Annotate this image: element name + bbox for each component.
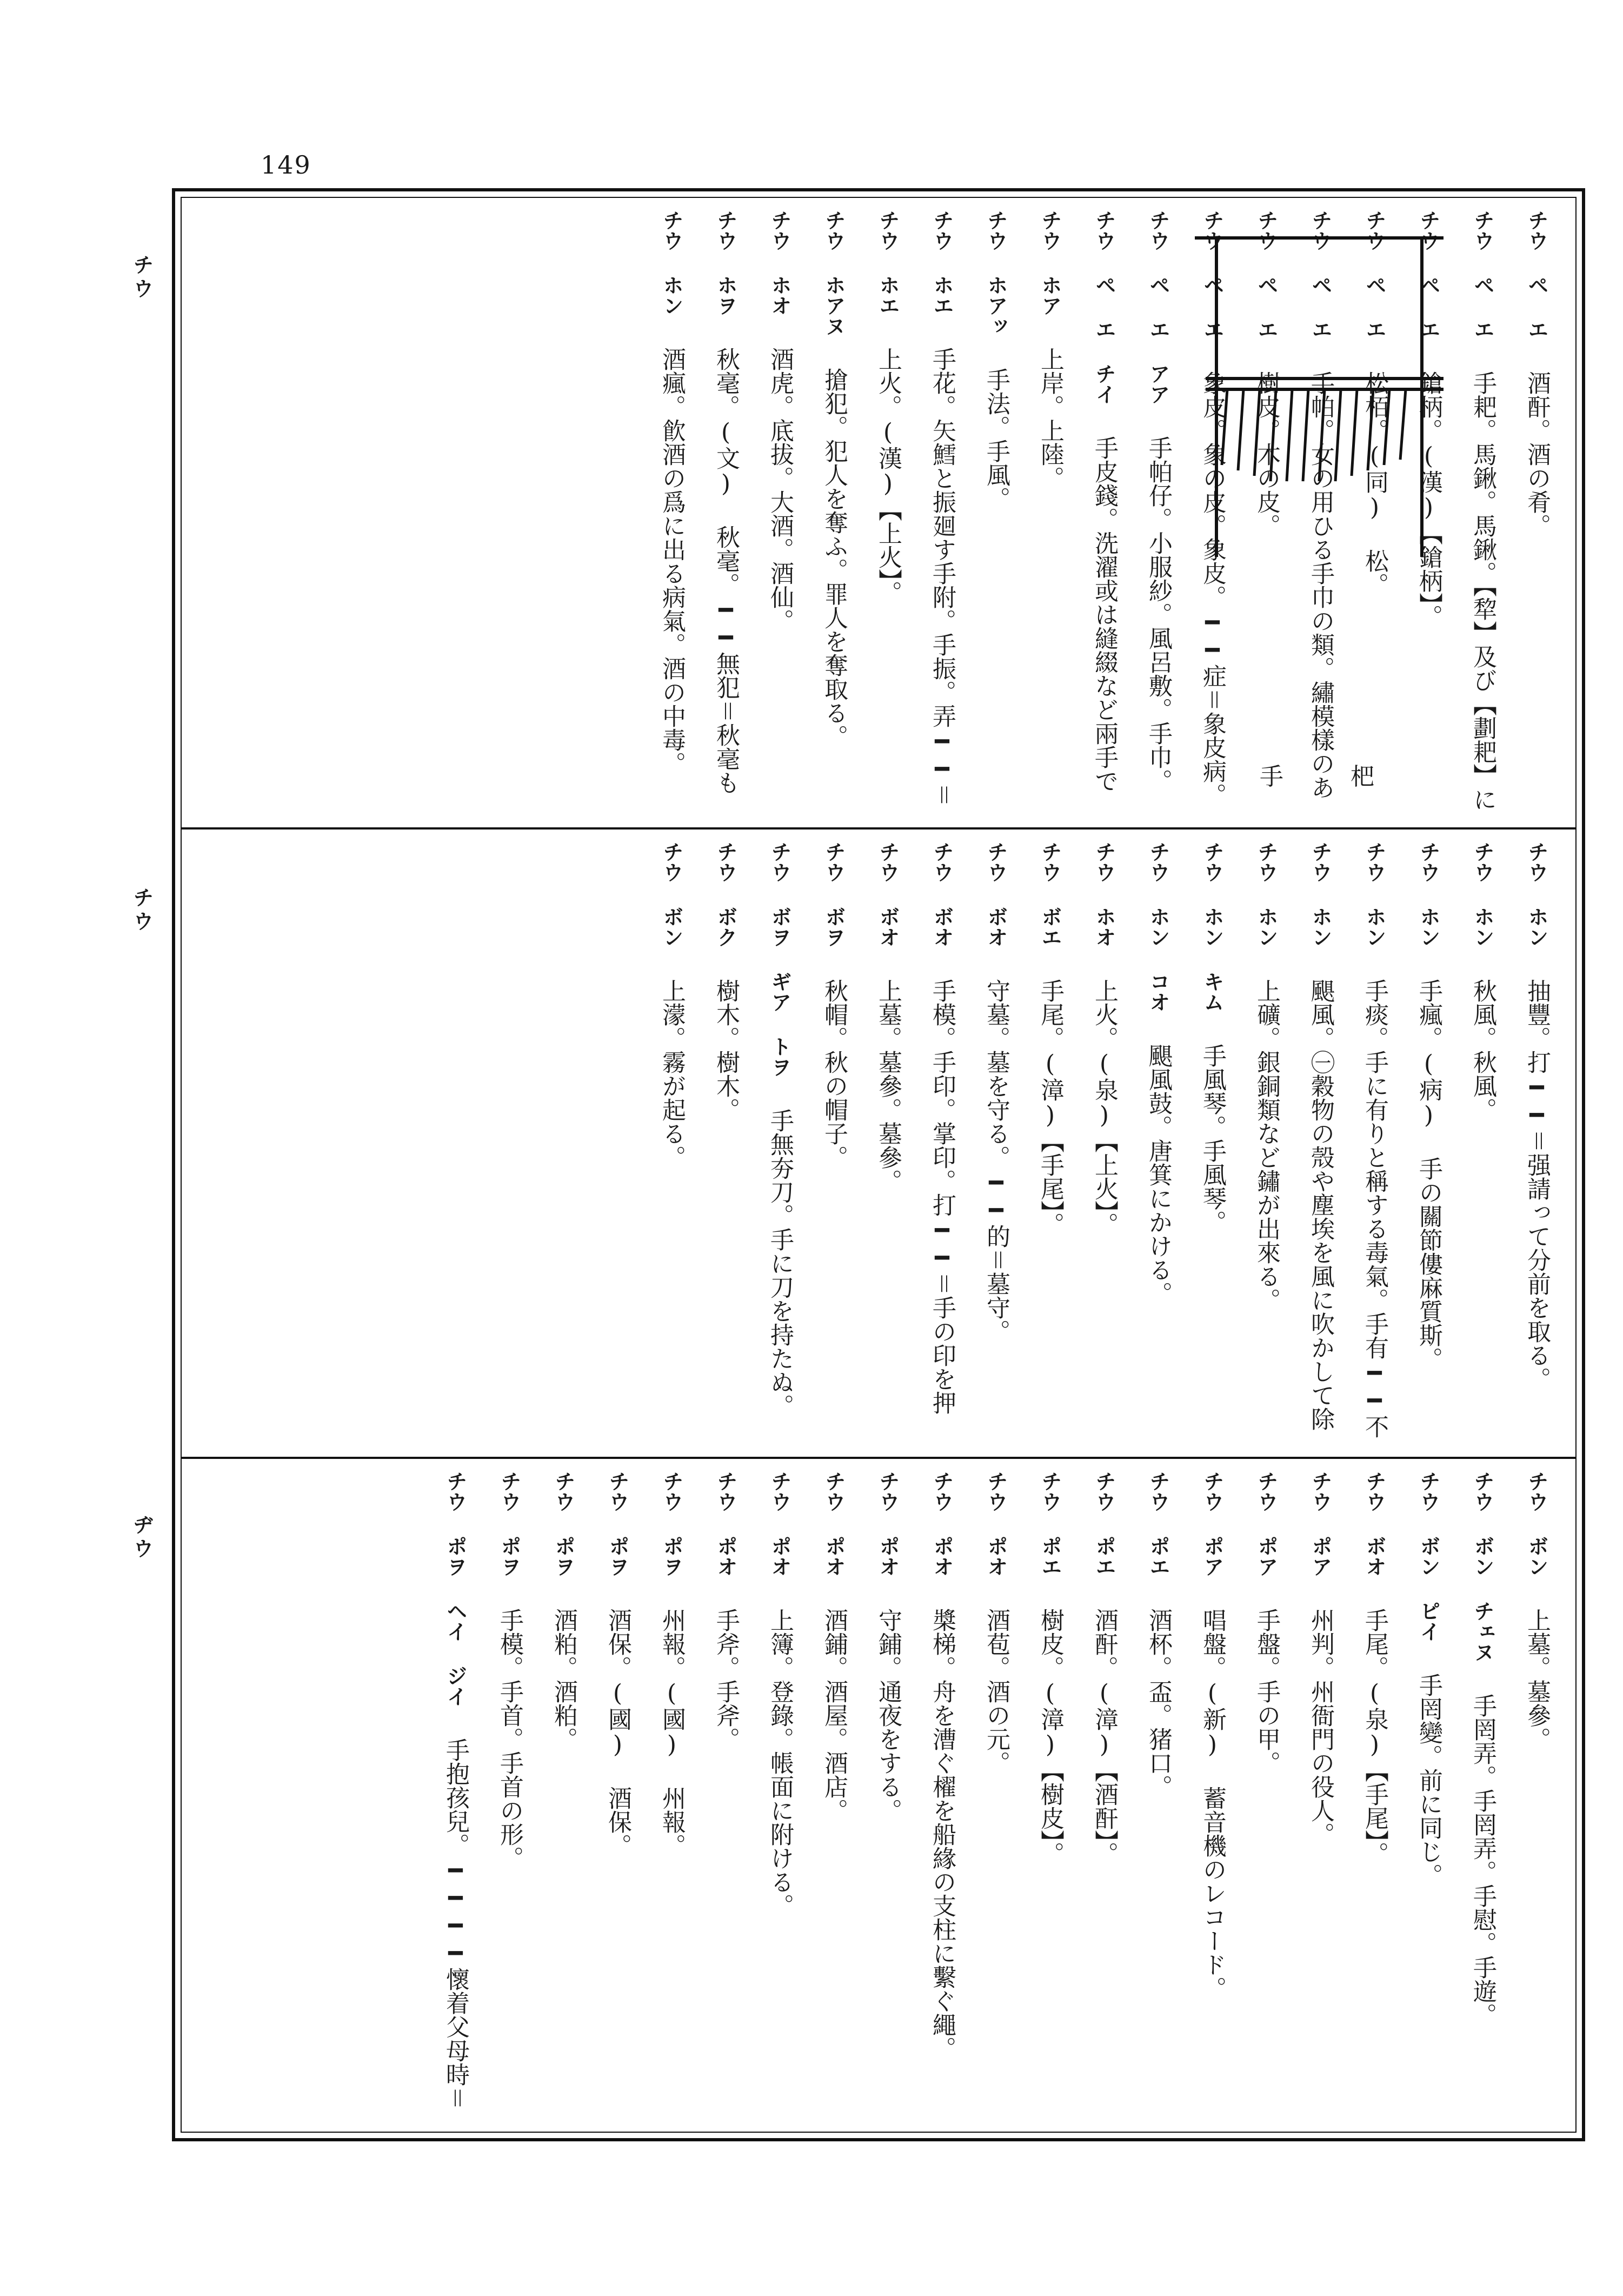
dictionary-entry bbox=[1238, 841, 1292, 1447]
entry-definition: 酒酐。酒の肴。 bbox=[1523, 371, 1551, 537]
entry-reading: チウ ペ エ チイ bbox=[1092, 210, 1116, 404]
entry-definition: 上簿。登錄。帳面に附ける。 bbox=[766, 1608, 794, 1917]
dictionary-entry bbox=[1184, 841, 1238, 1447]
entry-definition: 樹皮。木の皮。 bbox=[1253, 371, 1280, 537]
dictionary-entry bbox=[1400, 841, 1454, 1447]
entry-definition: 手帕仔。小服紗。風呂敷。手巾。 bbox=[1145, 436, 1172, 793]
dictionary-entry bbox=[751, 1471, 806, 2125]
dictionary-entry bbox=[1238, 1471, 1292, 2125]
entry-definition: 手斧。手斧。 bbox=[712, 1608, 740, 1751]
entry-reading: チウ ペ エ アア bbox=[1146, 210, 1170, 404]
dictionary-entry bbox=[1076, 210, 1130, 815]
rake-illustration bbox=[1162, 216, 1465, 573]
dictionary-entry bbox=[1130, 1471, 1184, 2125]
entry-reading: チウ ホン コオ bbox=[1146, 841, 1170, 1012]
section-label-3: ヂウ bbox=[130, 1514, 154, 1562]
entry-reading: チウ ペ エ bbox=[1471, 210, 1494, 340]
entry-definition: 上礦。銀銅類など鏽が出來る。 bbox=[1253, 979, 1280, 1312]
entry-reading: チウ ポオ bbox=[768, 1471, 791, 1577]
entry-reading: チウ ポヲ ヘイ ジイ bbox=[443, 1471, 467, 1707]
dictionary-entry bbox=[914, 841, 968, 1447]
dictionary-entry bbox=[1292, 1471, 1346, 2125]
entry-reading: チウ ポオ bbox=[714, 1471, 737, 1577]
entry-definition: 手抱孩兒。━━━━懷着父母時＝ bbox=[442, 1738, 469, 2110]
entry-reading: チウ ホン キム bbox=[1200, 841, 1224, 1012]
entry-reading: チウ ホン bbox=[1362, 841, 1386, 947]
entry-reading: チウ ホアッ bbox=[984, 210, 1008, 336]
entry-reading: チウ ボン ピイ bbox=[1416, 1471, 1440, 1642]
entry-reading: チウ ボオ bbox=[876, 841, 900, 947]
dictionary-entry bbox=[535, 1471, 589, 2125]
entry-definition: 上濛。霧が起る。 bbox=[658, 979, 686, 1169]
entry-definition: 手模。手印。掌印。打━━＝手の印を押 bbox=[928, 979, 956, 1415]
entry-reading: チウ ホア bbox=[1038, 210, 1062, 316]
entry-definition: 槳梯。舟を漕ぐ櫂を船緣の支柱に繫ぐ繩。 bbox=[928, 1608, 956, 2060]
entry-definition: 酒鋪。酒屋。酒店。 bbox=[820, 1608, 848, 1822]
dictionary-entry bbox=[914, 1471, 968, 2125]
entry-reading: チウ ポヲ bbox=[551, 1471, 575, 1577]
entry-reading: チウ ペ エ bbox=[1200, 210, 1224, 340]
dictionary-entry bbox=[1400, 1471, 1454, 2125]
entry-definition: 搶犯。犯人を奪ふ。罪人を奪取る。 bbox=[820, 368, 848, 748]
entry-definition: 酒酐。(漳)【酒酐】。 bbox=[1090, 1608, 1118, 1866]
dictionary-entry bbox=[1130, 841, 1184, 1447]
entry-reading: チウ ボオ bbox=[930, 841, 954, 947]
dictionary-entry bbox=[860, 1471, 914, 2125]
entry-definition: 酒杯。盃。猪口。 bbox=[1145, 1608, 1172, 1799]
entry-definition: 酒瘋。飮酒の爲に出る病氣。酒の中毒。 bbox=[658, 347, 686, 775]
dictionary-entry bbox=[1346, 1471, 1400, 2125]
dictionary-entry bbox=[968, 841, 1022, 1447]
entry-definition: 秋帽。秋の帽子。 bbox=[820, 979, 848, 1169]
entry-definition: 松栢。(同) 松。 bbox=[1361, 371, 1388, 596]
dictionary-entry bbox=[1508, 1471, 1562, 2125]
entry-definition: 手痰。手に有りと稱する毒氣。手有━━不 bbox=[1361, 979, 1388, 1438]
entry-reading: チウ ホン bbox=[1416, 841, 1440, 947]
entry-reading: チウ ポヲ bbox=[606, 1471, 629, 1577]
entry-reading: チウ ホアヌ bbox=[822, 210, 846, 336]
dictionary-entry bbox=[1292, 841, 1346, 1447]
entry-definition: 抽豐。打━━＝强請って分前を取る。 bbox=[1523, 979, 1551, 1391]
dictionary-entry bbox=[806, 841, 860, 1447]
dictionary-entry bbox=[1454, 841, 1508, 1447]
entry-reading: チウ ペ エ bbox=[1525, 210, 1548, 340]
section-2-columns bbox=[195, 841, 1562, 1447]
entry-definition: 上墓。墓參。墓參。 bbox=[874, 979, 902, 1193]
dictionary-entry bbox=[697, 210, 751, 815]
illustration-caption: 手 杷 bbox=[1260, 763, 1396, 791]
entry-reading: チウ ペ エ bbox=[1254, 210, 1278, 340]
entry-reading: チウ ペ エ bbox=[1362, 210, 1386, 340]
entry-reading: チウ ポオ bbox=[822, 1471, 846, 1577]
entry-reading: チウ ボオ bbox=[984, 841, 1008, 947]
section-label-2: チウ bbox=[130, 887, 154, 934]
section-label-1: チウ bbox=[130, 254, 154, 302]
entry-definition: 手耙。馬鍬。馬鍬。【犂】及び【劃耙】に bbox=[1469, 371, 1496, 811]
section-3-columns bbox=[195, 1471, 1562, 2125]
dictionary-entry bbox=[860, 210, 914, 815]
dictionary-entry bbox=[806, 210, 860, 815]
entry-definition: 上墓。墓參。 bbox=[1523, 1608, 1551, 1751]
section-3 bbox=[182, 1457, 1575, 2137]
dictionary-entry bbox=[697, 1471, 751, 2125]
dictionary-entry bbox=[643, 210, 697, 815]
dictionary-entry bbox=[968, 210, 1022, 815]
dictionary-entry bbox=[1346, 841, 1400, 1447]
entry-definition: 樹木。樹木。 bbox=[712, 979, 740, 1122]
entry-definition: 手尾。(漳)【手尾】。 bbox=[1036, 979, 1064, 1236]
entry-definition: 秋風。秋風。 bbox=[1469, 979, 1496, 1122]
entry-reading: チウ ポオ bbox=[984, 1471, 1008, 1577]
entry-reading: チウ ペ エ bbox=[1416, 210, 1440, 340]
dictionary-entry bbox=[806, 1471, 860, 2125]
entry-definition: 象皮。象の皮。象皮。━━症＝象皮病。 bbox=[1199, 371, 1226, 807]
entry-definition: 手模。手首。手首の形。 bbox=[496, 1608, 523, 1870]
entry-reading: チウ ポエ bbox=[1038, 1471, 1062, 1577]
dictionary-entry bbox=[1508, 841, 1562, 1447]
entry-reading: チウ ボク bbox=[714, 841, 737, 947]
entry-definition: 秋毫。(文) 秋毫。━━無犯＝秋毫も bbox=[712, 347, 740, 794]
entry-definition: 上火。(泉)【上火】。 bbox=[1090, 979, 1118, 1236]
entry-reading: チウ ホン bbox=[1471, 841, 1494, 947]
entry-reading: チウ ホン bbox=[1308, 841, 1332, 947]
entry-reading: チウ ボヲ bbox=[822, 841, 846, 947]
entry-reading: チウ ポア bbox=[1308, 1471, 1332, 1577]
entry-definition: 上火。(漢)【上火】。 bbox=[874, 347, 902, 605]
entry-reading: チウ ポエ bbox=[1092, 1471, 1116, 1577]
entry-reading: チウ ポエ bbox=[1146, 1471, 1170, 1577]
dictionary-entry bbox=[1076, 1471, 1130, 2125]
entry-reading: チウ ボン bbox=[1525, 1471, 1548, 1577]
entry-reading: チウ ホン bbox=[660, 210, 683, 316]
entry-definition: 鎗柄。(漢)【鎗柄】。 bbox=[1415, 371, 1442, 628]
page-number: 149 bbox=[261, 150, 311, 180]
dictionary-entry bbox=[751, 841, 806, 1447]
dictionary-entry bbox=[1022, 841, 1076, 1447]
entry-reading: チウ ホオ bbox=[768, 210, 791, 316]
entry-reading: チウ ボン bbox=[660, 841, 683, 947]
entry-reading: チウ ホオ bbox=[1092, 841, 1116, 947]
entry-definition: 颶風鼓。唐箕にかける。 bbox=[1145, 1044, 1172, 1305]
dictionary-entry bbox=[427, 1471, 481, 2125]
entry-reading: チウ ホエ bbox=[930, 210, 954, 316]
dictionary-entry bbox=[697, 841, 751, 1447]
dictionary-entry bbox=[1184, 1471, 1238, 2125]
dictionary-entry bbox=[860, 841, 914, 1447]
entry-reading: チウ ポヲ bbox=[497, 1471, 521, 1577]
entry-reading: チウ ホン bbox=[1525, 841, 1548, 947]
entry-reading: チウ ホエ bbox=[876, 210, 900, 316]
entry-reading: チウ ボン チェヌ bbox=[1471, 1471, 1494, 1662]
dictionary-entry bbox=[751, 210, 806, 815]
entry-definition: 手無夯刀。手に刀を持たぬ。 bbox=[766, 1109, 794, 1418]
entry-reading: チウ ポア bbox=[1254, 1471, 1278, 1577]
entry-definition: 手罔變。前に同じ。 bbox=[1415, 1673, 1442, 1887]
entry-definition: 手皮錢。洗濯或は縫綴など兩手で bbox=[1090, 436, 1118, 793]
entry-definition: 州報。(國) 州報。 bbox=[658, 1608, 686, 1857]
entry-definition: 手盤。手の甲。 bbox=[1253, 1608, 1280, 1775]
entry-definition: 手尾。(泉)【手尾】。 bbox=[1361, 1608, 1388, 1866]
entry-reading: チウ ポオ bbox=[930, 1471, 954, 1577]
entry-reading: チウ ペ エ bbox=[1308, 210, 1332, 340]
entry-definition: 酒苞。酒の元。 bbox=[982, 1608, 1010, 1775]
entry-definition: 樹皮。(漳)【樹皮】。 bbox=[1036, 1608, 1064, 1866]
entry-definition: 唱盤。(新) 蓄音機のレコード。 bbox=[1199, 1608, 1226, 2000]
entry-definition: 酒粕。酒粕。 bbox=[550, 1608, 577, 1751]
dictionary-entry bbox=[1454, 1471, 1508, 2125]
entry-reading: チウ ボエ bbox=[1038, 841, 1062, 947]
entry-definition: 手花。矢鱈と振廻す手附。手振。弄━━＝ bbox=[928, 347, 956, 807]
entry-definition: 酒虎。底拔。大酒。酒仙。 bbox=[766, 347, 794, 633]
entry-definition: 颶風。㊀穀物の殼や塵埃を風に吹かして除 bbox=[1307, 979, 1334, 1431]
dictionary-entry bbox=[1076, 841, 1130, 1447]
entry-definition: 州判。州衙門の役人。 bbox=[1307, 1608, 1334, 1846]
entry-definition: 手罔弄。手罔弄。手慰。手遊。 bbox=[1469, 1694, 1496, 2027]
entry-definition: 守鋪。通夜をする。 bbox=[874, 1608, 902, 1822]
entry-definition: 上岸。上陸。 bbox=[1036, 347, 1064, 490]
dictionary-entry bbox=[643, 841, 697, 1447]
entry-reading: チウ ボオ bbox=[1362, 1471, 1386, 1577]
dictionary-entry bbox=[968, 1471, 1022, 2125]
dictionary-entry bbox=[481, 1471, 535, 2125]
dictionary-entry bbox=[589, 1471, 643, 2125]
entry-reading: チウ ポア bbox=[1200, 1471, 1224, 1577]
entry-definition: 酒保。(國) 酒保。 bbox=[604, 1608, 631, 1857]
entry-definition: 手法。手風。 bbox=[982, 368, 1010, 510]
entry-reading: チウ ボヲ ギア トヲ bbox=[768, 841, 791, 1077]
dictionary-entry bbox=[1022, 1471, 1076, 2125]
dictionary-entry bbox=[914, 210, 968, 815]
entry-definition: 手風琴。手風琴。 bbox=[1199, 1044, 1226, 1234]
entry-reading: チウ ポオ bbox=[876, 1471, 900, 1577]
entry-reading: チウ ホヲ bbox=[714, 210, 737, 316]
dictionary-entry bbox=[1022, 210, 1076, 815]
entry-reading: チウ ホン bbox=[1254, 841, 1278, 947]
entry-definition: 手帕。女の用ひる手巾の類。繡模樣のあ bbox=[1307, 371, 1334, 799]
entry-definition: 手瘋。(病) 手の關節僂麻質斯。 bbox=[1415, 979, 1442, 1371]
dictionary-entry bbox=[1508, 210, 1562, 815]
entry-definition: 守墓。墓を守る。━━的＝墓守。 bbox=[982, 979, 1010, 1343]
entry-reading: チウ ポヲ bbox=[660, 1471, 683, 1577]
dictionary-entry bbox=[643, 1471, 697, 2125]
section-2 bbox=[182, 827, 1575, 1459]
